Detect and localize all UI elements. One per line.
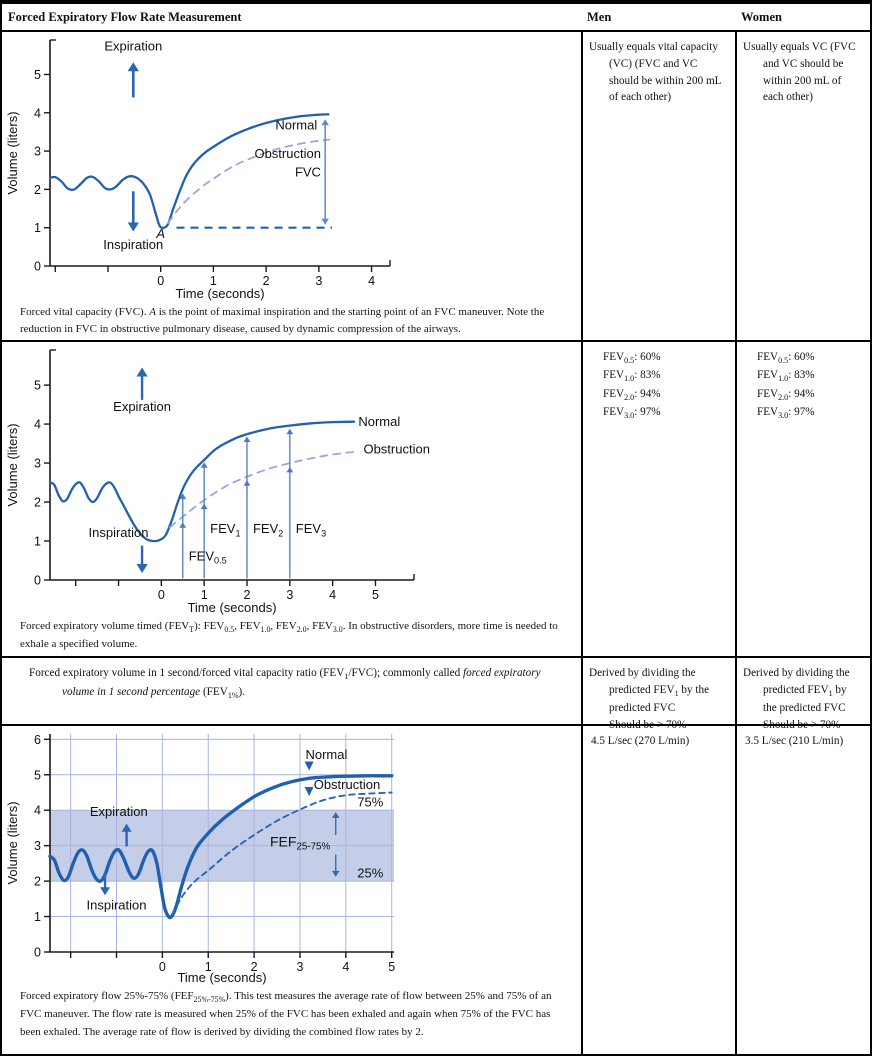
svg-text:6: 6 <box>34 732 41 747</box>
svg-text:3: 3 <box>34 456 41 471</box>
svg-text:2: 2 <box>34 874 41 889</box>
svg-text:Obstruction: Obstruction <box>363 441 430 457</box>
svg-text:4: 4 <box>342 960 350 974</box>
svg-text:Obstruction: Obstruction <box>313 776 381 792</box>
fev-men-value: $FEV_{0.5}$: 60% $FEV_{1.0}$: 83% $FEV_{2.0}$: 94% $FEV_{3.0}$: 97% <box>581 342 735 656</box>
svg-text:1: 1 <box>204 960 212 974</box>
fev-main-cell <box>2 342 581 656</box>
table-header-row <box>2 4 870 30</box>
svg-text:FEV1: $FEV_1$ <box>210 521 241 539</box>
fvc-women-value: Usually equals VC (FVC and VC should be within 200 mL of each other) <box>735 32 870 340</box>
svg-text:2: 2 <box>243 588 251 602</box>
svg-text:Volume (liters): Volume (liters) <box>5 423 20 507</box>
fvc-main-cell <box>2 32 581 340</box>
svg-text:0: 0 <box>157 588 165 602</box>
svg-text:1: 1 <box>34 534 41 549</box>
fev-chart <box>4 344 430 616</box>
fev-caption: Forced expiratory volume timed $(FEV_T)$: $FEV_{0.5}$, $FEV_{1.0}$, $FEV_{2.0}$, $FEV_{3.0}$. In obstructive disorders, more time is needed to exhale a specified volume. <box>20 620 558 651</box>
svg-text:2: 2 <box>34 495 41 510</box>
svg-text:1: 1 <box>209 274 217 288</box>
svg-text:0: 0 <box>34 259 41 274</box>
fef-women-value: 3.5 L/sec (210 L/min) <box>735 726 870 1054</box>
svg-text:0: 0 <box>34 573 41 588</box>
svg-text:3: 3 <box>315 274 323 288</box>
svg-text:Expiration: Expiration <box>104 38 163 54</box>
svg-text:25%: 25% <box>357 865 384 881</box>
svg-text:Normal: Normal <box>358 414 401 430</box>
svg-text:5: 5 <box>34 768 41 783</box>
fvc-row <box>2 30 870 340</box>
svg-text:FVC: FVC <box>294 164 321 180</box>
fvc-chart <box>4 34 404 302</box>
svg-text:3: 3 <box>296 960 304 974</box>
svg-text:5: 5 <box>371 588 379 602</box>
svg-text:1: 1 <box>200 588 208 602</box>
svg-text:3: 3 <box>34 839 41 854</box>
svg-text:Normal: Normal <box>275 117 318 133</box>
svg-text:5: 5 <box>34 378 41 393</box>
fev1-fvc-ratio-row <box>2 656 870 731</box>
svg-text:2: 2 <box>250 960 258 974</box>
fef-main-cell <box>2 726 581 1054</box>
svg-text:Volume (liters): Volume (liters) <box>5 111 20 195</box>
svg-text:2: 2 <box>262 274 270 288</box>
fvc-caption: Forced vital capacity (FVC). A is the point of maximal inspiration and the starting point of an FVC maneuver. Note the reduction in FVC in obstructive pulmonary disease, caused by dynamic compression of the airways. <box>20 306 545 336</box>
svg-text:4: 4 <box>34 803 41 818</box>
svg-text:A: A <box>156 226 166 242</box>
svg-text:4: 4 <box>368 274 376 288</box>
ratio-main-cell <box>2 658 581 734</box>
svg-text:FEV2: $FEV_2$ <box>252 521 284 539</box>
fev-women-value: $FEV_{0.5}$: 60% $FEV_{1.0}$: 83% $FEV_{2.0}$: 94% $FEV_{3.0}$: 97% <box>735 342 870 656</box>
men-column-header: Men <box>587 9 612 24</box>
table-title: Forced Expiratory Flow Rate Measurement <box>8 9 242 24</box>
svg-text:Normal: Normal <box>305 746 348 762</box>
fef-men-value: 4.5 L/sec (270 L/min) <box>581 726 735 1054</box>
svg-text:1: 1 <box>34 910 41 925</box>
fev-row <box>2 340 870 656</box>
svg-text:Expiration: Expiration <box>113 398 171 414</box>
fef-caption: Forced expiratory flow 25%-75% $(FEF_{25\%-75\%})$. This test measures the average rate of flow between 25% and 75% of an FVC maneuver. The flow rate is measured when 25% of the FVC has been exhaled and again when 75% of the FVC has been exhaled. The average rate of flow is derived by dividing the combined flow rates by 2. <box>20 990 552 1038</box>
fvc-men-value: Usually equals vital capacity (VC) (FVC and VC should be within 200 mL of each other) <box>581 32 735 340</box>
svg-text:1: 1 <box>34 221 41 236</box>
svg-text:2: 2 <box>34 182 41 197</box>
svg-text:FEF25-75%: $FEF_{25-75\%}$ <box>270 833 331 853</box>
svg-text:Volume (liters): Volume (liters) <box>5 801 20 885</box>
ratio-women-value: Derived by dividing the predicted $FEV_1$ by the predicted FVC Should be > 70% <box>735 658 870 734</box>
svg-text:3: 3 <box>34 144 41 159</box>
svg-text:Time (seconds): Time (seconds) <box>187 600 277 615</box>
svg-text:3: 3 <box>286 588 294 602</box>
svg-text:4: 4 <box>34 106 41 121</box>
svg-text:Inspiration: Inspiration <box>103 236 164 252</box>
svg-text:4: 4 <box>329 588 337 602</box>
svg-text:Inspiration: Inspiration <box>86 897 147 913</box>
svg-text:Obstruction: Obstruction <box>254 145 321 161</box>
ratio-men-value: Derived by dividing the predicted $FEV_1$ by the predicted FVC Should be > 70% <box>581 658 735 734</box>
svg-text:75%: 75% <box>357 794 384 810</box>
svg-text:4: 4 <box>34 417 41 432</box>
svg-text:5: 5 <box>388 960 396 974</box>
fef-row <box>2 724 870 1054</box>
svg-text:Expiration: Expiration <box>89 803 148 819</box>
women-column-header: Women <box>741 9 782 24</box>
fef-chart <box>4 728 404 986</box>
svg-text:Inspiration: Inspiration <box>88 525 149 541</box>
svg-text:FEV0.5: $FEV_{0.5}$ <box>188 548 227 566</box>
svg-text:0: 0 <box>34 945 41 960</box>
svg-text:FEV3: $FEV_3$ <box>295 521 327 539</box>
svg-text:0: 0 <box>158 960 166 974</box>
svg-text:Time (seconds): Time (seconds) <box>175 286 265 301</box>
svg-text:Time (seconds): Time (seconds) <box>177 970 267 985</box>
svg-text:5: 5 <box>34 67 41 82</box>
ratio-description: Forced expiratory volume in 1 second/forced vital capacity ratio $(FEV_1/FVC)$; commonly called forced expiratory volume in 1 second percentage $(FEV_{1\%})$. <box>29 667 541 700</box>
svg-text:0: 0 <box>157 274 165 288</box>
